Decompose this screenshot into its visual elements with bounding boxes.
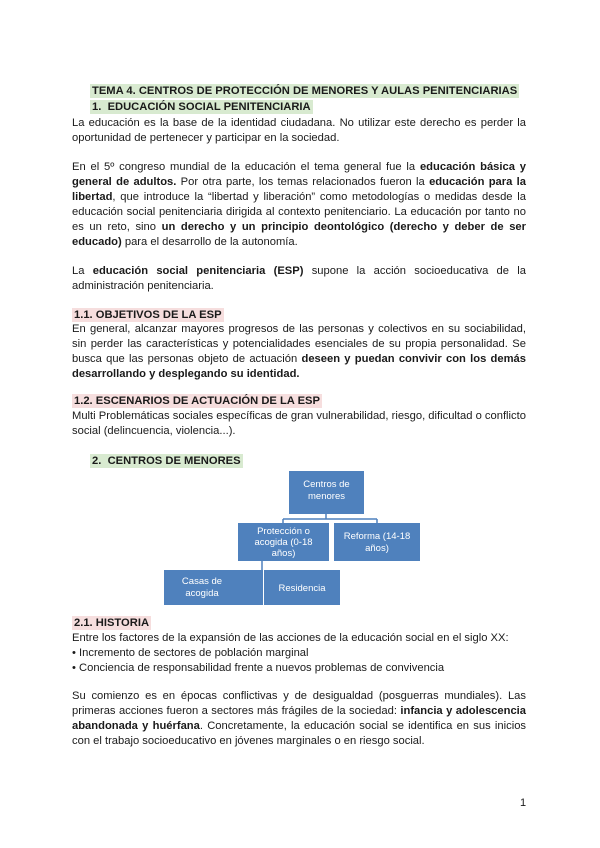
section-2-1-paragraph [72, 689, 526, 749]
section-2-number: 2. [92, 455, 102, 467]
node-root-line-2: menores [308, 491, 345, 502]
text-segment: supone la acción socioeducativa de la administración penitenciaria. [72, 265, 526, 292]
section-1-1-heading: 1.1. OBJETIVOS DE LA ESP [74, 309, 222, 321]
node-proteccion-line-1: Protección o [257, 526, 310, 537]
text-segment: Su comienzo es en épocas conflictivas y de desigualdad (posguerras mundiales). Las primeras acciones fueron a sectores más frágiles de la sociedad: [72, 690, 526, 717]
bold-text-segment: educación básica y general de adultos. [72, 161, 526, 188]
node-casas-line-1: Casas de [181, 576, 223, 587]
section-2-title: CENTROS DE MENORES [107, 455, 241, 467]
bold-text-segment: infancia y adolescencia abandonada y huérfana [72, 705, 526, 732]
node-reforma [334, 523, 420, 561]
node-proteccion-line-2: acogida (0-18 [254, 537, 313, 548]
text-segment: En general, alcanzar mayores progresos de las personas y colectivos en su sociabilidad, sin perder las características y potencialidades esenciales de su propia personalidad. Se busca que las personas objeto de actuación [72, 323, 526, 365]
bold-text-segment: educación para la libertad [72, 176, 526, 203]
text-segment: La [72, 265, 93, 277]
bold-text-segment: un derecho y un principio deontológico (derecho y deber de ser educado) [72, 221, 527, 248]
bold-text-segment: deseen y puedan convivir con los demás desarrollando y desplegando su identidad. [72, 353, 526, 380]
document-title: TEMA 4. CENTROS DE PROTECCIÓN DE MENORES Y AULAS PENITENCIARIAS [92, 85, 518, 97]
node-casas-line-2: acogida [185, 588, 219, 599]
section-2-1-intro: Entre los factores de la expansión de las acciones de la educación social en el siglo XX: [72, 632, 509, 644]
page-number: 1 [520, 797, 527, 809]
section-1-2-heading: 1.2. ESCENARIOS DE ACTUACIÓN DE LA ESP [74, 395, 320, 407]
section-2-1-heading: 2.1. HISTORIA [74, 617, 150, 629]
section-1-title: EDUCACIÓN SOCIAL PENITENCIARIA [107, 101, 311, 113]
node-proteccion-line-3: años) [271, 548, 296, 559]
section-1-number: 1. [92, 101, 102, 113]
node-reforma-line-2: años) [365, 543, 389, 554]
node-root-line-1: Centros de [303, 479, 350, 490]
text-segment: . Concretamente, la educación social se identifica en sus inicios con el trabajo socioeducativo en jóvenes marginales o en riesgo social. [72, 720, 527, 747]
section-1-2-paragraph: Multi Problemáticas sociales específicas de gran vulnerabilidad, riesgo, dificultad o conflicto social (delincuencia, violencia...). [72, 410, 526, 437]
text-segment: En el 5º congreso mundial de la educación el tema general fue la [72, 161, 420, 173]
node-residencia-label: Residencia [278, 583, 326, 594]
node-reforma-line-1: Reforma (14-18 [343, 531, 411, 542]
bullet-item: • Conciencia de responsabilidad frente a nuevos problemas de convivencia [72, 662, 445, 674]
text-segment: Por otra parte, los temas relacionados fueron la [176, 176, 430, 188]
bold-text-segment: educación social penitenciaria (ESP) [92, 265, 304, 277]
bullet-item: • Incremento de sectores de población marginal [72, 647, 309, 659]
section-1-paragraph-1: La educación es la base de la identidad ciudadana. No utilizar este derecho es perder la oportunidad de pertenecer y participar en la sociedad. [72, 117, 526, 144]
text-segment: para el desarrollo de la autonomía. [121, 236, 298, 248]
text-segment: , que introduce la “libertad y liberación” como metodologías o medidas desde la educación social penitenciaria dirigida al contexto penitenciario. La educación por tanto no es un reto, sino [72, 191, 526, 233]
